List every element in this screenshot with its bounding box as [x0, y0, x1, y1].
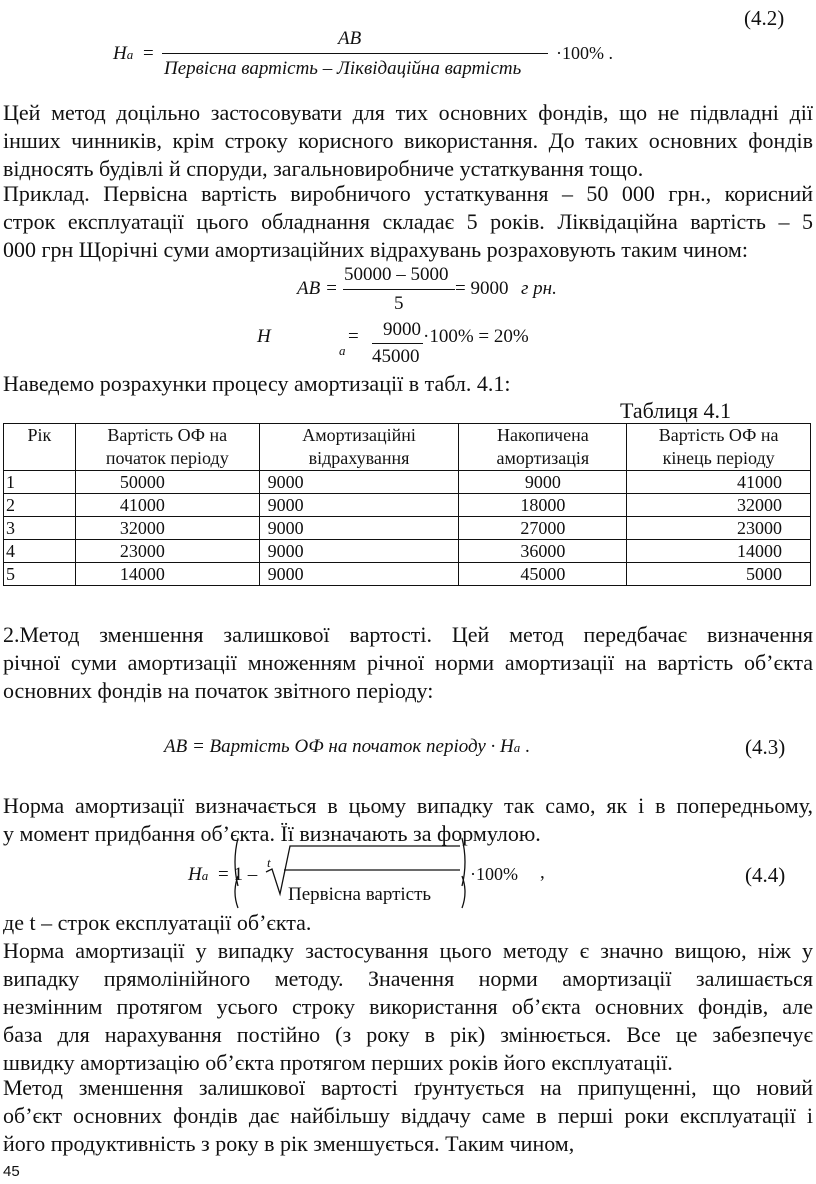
cell-start-value: 50000: [75, 471, 259, 494]
equation-4-2-lhs: Ha: [113, 43, 134, 64]
cell-end-value: 23000: [627, 517, 811, 540]
paragraph-t-definition: де t – строк експлуатації об’єкта.: [3, 910, 312, 935]
table-row: [4, 517, 811, 540]
cell-end-value: 5000: [627, 563, 811, 586]
cell-accumulated: 45000: [459, 563, 627, 586]
cell-depreciation: 9000: [259, 563, 459, 586]
text-line: Норма амортизації визначається в цьому випадку так само, як і в попередньому,: [3, 793, 813, 818]
paragraph-rate-comparison: [3, 937, 813, 1077]
text-line: річної суми амортизації множенням річної норми амортизації на вартість об’єкта: [3, 650, 813, 675]
table-row: [4, 563, 811, 586]
text-line: незмінним протягом усього строку використання об’єкта основних фондів, але: [3, 994, 813, 1019]
example-h-denominator: 45000: [372, 346, 420, 367]
example-ab-lhs: AB =: [297, 278, 338, 299]
table-header-row: [4, 424, 811, 471]
left-paren-lower: [235, 876, 238, 908]
header-start-value: Вартість ОФ на початок періоду: [75, 424, 259, 471]
cell-accumulated: 18000: [459, 494, 627, 517]
equation-4-2-factor: ·100% .: [556, 43, 613, 63]
equation-4-4-factor: ·100%: [470, 864, 518, 884]
cell-start-value: 32000: [75, 517, 259, 540]
fraction-bar: [372, 343, 423, 344]
text-line: база для нарахування постійно (з року в рік) змінюється. Все це забезпечує: [3, 1022, 813, 1047]
equation-number-4-4: (4.4): [745, 863, 786, 887]
cell-accumulated: 36000: [459, 540, 627, 563]
cell-year: 4: [4, 540, 76, 563]
text-line: 000 грн Щорічні суми амортизаційних відрахувань розраховують таким чином:: [3, 237, 748, 262]
equation-4-3: AB = Вартість ОФ на початок періоду · Ha .: [164, 736, 530, 757]
cell-year: 1: [4, 471, 76, 494]
paragraph-example: [3, 180, 813, 264]
table-row: [4, 471, 811, 494]
table-caption: Таблиця 4.1: [620, 398, 731, 423]
text-line: 2.Метод зменшення залишкової вартості. Цей метод передбачає визначення: [3, 622, 813, 647]
header-accumulated: Накопичена амортизація: [459, 424, 627, 471]
cell-start-value: 23000: [75, 540, 259, 563]
equation-4-4-denominator: Первісна вартість: [288, 884, 432, 905]
cell-start-value: 14000: [75, 563, 259, 586]
page-number: 45: [3, 1163, 20, 1180]
text-line: Приклад. Первісна вартість виробничого устаткування – 50 000 грн., корисний: [3, 181, 813, 206]
paragraph-assumption: [3, 1074, 813, 1158]
example-h-numerator: 9000: [383, 319, 421, 340]
header-depreciation: Амортизаційні відрахування: [259, 424, 459, 471]
table-row: [4, 540, 811, 563]
cell-start-value: 41000: [75, 494, 259, 517]
paragraph-declining-balance: [3, 621, 813, 705]
equation-4-2-equals: =: [143, 43, 154, 64]
equation-4-2-numerator: AB: [338, 28, 362, 49]
example-ab-numerator: 50000 – 5000: [344, 264, 449, 285]
root-index: t: [267, 855, 271, 870]
cell-year: 3: [4, 517, 76, 540]
equation-4-4-equals: = 1 –: [218, 864, 258, 885]
cell-accumulated: 9000: [459, 471, 627, 494]
equation-number-4-3: (4.3): [745, 735, 786, 759]
cell-accumulated: 27000: [459, 517, 627, 540]
table-row: [4, 494, 811, 517]
text-line: відносять будівлі й споруди, загальновиробниче устаткування тощо.: [3, 156, 644, 181]
example-h-lhs: H: [257, 326, 271, 347]
text-line: Метод зменшення залишкової вартості ґрунтується на припущенні, що новий: [3, 1075, 813, 1100]
cell-depreciation: 9000: [259, 494, 459, 517]
equation-number-4-2: (4.2): [744, 6, 785, 30]
cell-year: 2: [4, 494, 76, 517]
example-ab-result: = 9000: [455, 278, 509, 299]
text-line: Норма амортизації у випадку застосування цього методу є значно вищою, ніж у: [3, 938, 813, 963]
example-ab-denominator: 5: [394, 293, 404, 314]
text-line: його продуктивність з року в рік зменшується. Таким чином,: [3, 1131, 575, 1156]
cell-end-value: 41000: [627, 471, 811, 494]
equation-4-4-comma: ,: [540, 862, 545, 883]
text-line: у момент придбання об’єкта. Її визначають за формулою.: [3, 821, 541, 846]
example-h-equals: =: [348, 326, 359, 347]
header-year: Рік: [4, 424, 76, 471]
cell-end-value: 14000: [627, 540, 811, 563]
depreciation-table: [3, 423, 811, 586]
cell-end-value: 32000: [627, 494, 811, 517]
equation-4-4-lhs: Ha: [188, 864, 209, 885]
fraction-bar: [343, 289, 455, 290]
right-paren-lower: [462, 876, 465, 908]
text-line: Цей метод доцільно застосовувати для тих основних фондів, що не підвладні дії: [3, 100, 813, 125]
text-line: інших чинників, крім строку корисного використання. До таких основних фондів: [3, 128, 813, 153]
table-intro: Наведемо розрахунки процесу амортизації в табл. 4.1:: [3, 371, 511, 396]
header-end-value: Вартість ОФ на кінець періоду: [627, 424, 811, 471]
text-line: строк експлуатації цього обладнання складає 5 років. Ліквідаційна вартість – 5: [3, 209, 813, 234]
text-line: випадку прямолінійного методу. Значення норми амортизації залишається: [3, 966, 813, 991]
text-line: об’єкт основних фондів дає найбільшу віддачу саме в перші роки експлуатації і: [3, 1103, 813, 1128]
paragraph-method-usage: [3, 99, 813, 183]
cell-depreciation: 9000: [259, 471, 459, 494]
example-ab-unit: г рн.: [521, 278, 557, 299]
fraction-bar: [162, 53, 548, 54]
text-line: основних фондів на початок звітного періоду:: [3, 678, 434, 703]
cell-year: 5: [4, 563, 76, 586]
equation-4-2-denominator: Первісна вартість – Ліквідаційна вартість: [164, 58, 522, 79]
text-line: швидку амортизацію об’єкта протягом перших років його експлуатації.: [3, 1050, 673, 1075]
example-h-result: ·100% = 20%: [423, 326, 529, 347]
cell-depreciation: 9000: [259, 517, 459, 540]
example-h-subscript: a: [339, 343, 346, 358]
cell-depreciation: 9000: [259, 540, 459, 563]
